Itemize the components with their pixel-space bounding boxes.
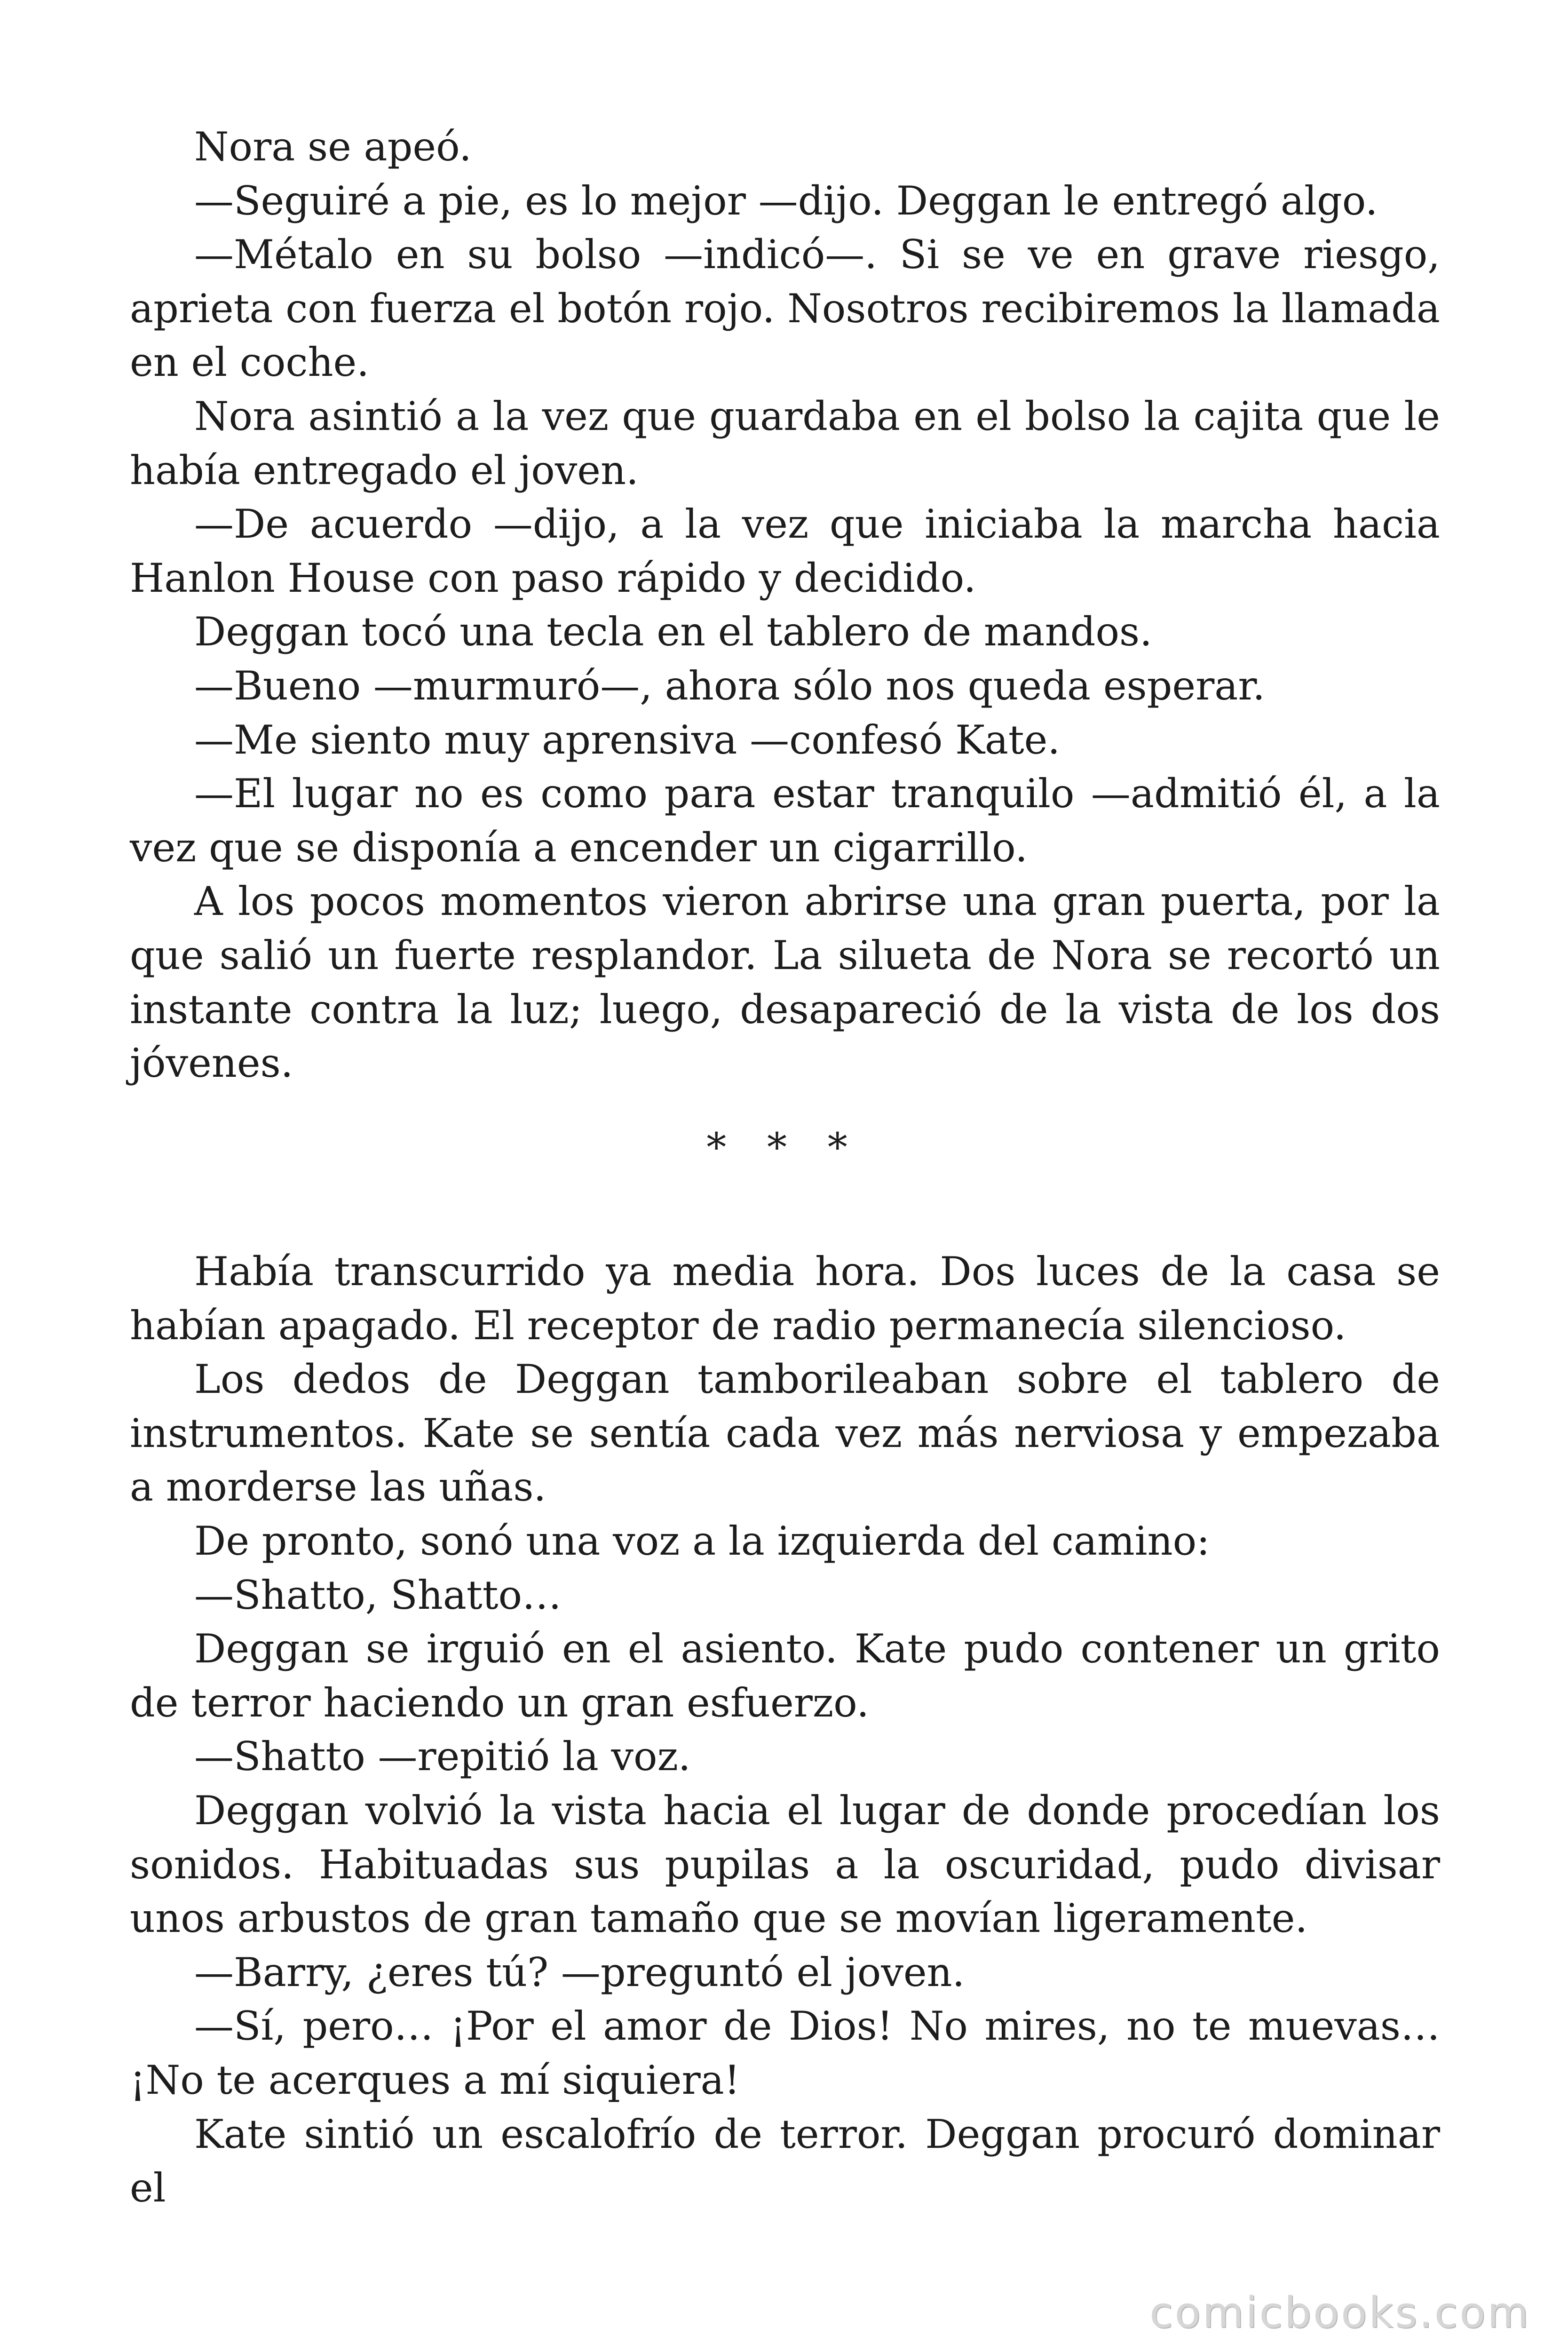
text-section-2 (130, 1245, 1440, 2215)
paragraph: Nora se apeó. (194, 124, 472, 170)
watermark: comicbooks.com (1149, 2288, 1530, 2337)
paragraph: Los dedos de Deggan tamborileaban sobre el tablero de instrumentos. Kate se sentía cada vez más nerviosa y empezaba a morderse las uñas. (130, 1356, 1440, 1510)
paragraph: —El lugar no es como para estar tranquilo —admitió él, a la vez que se disponía a encender un cigarrillo. (130, 771, 1440, 871)
paragraph: Había transcurrido ya media hora. Dos luces de la casa se habían apagado. El receptor de radio permanecía silencioso. (130, 1248, 1440, 1349)
paragraph: Deggan volvió la vista hacia el lugar de donde procedían los sonidos. Habituadas sus pupilas a la oscuridad, pudo divisar unos arbustos de gran tamaño que se movían ligeramente. (130, 1787, 1440, 1942)
paragraph: Deggan tocó una tecla en el tablero de mandos. (194, 609, 1152, 655)
paragraph: De pronto, sonó una voz a la izquierda del camino: (194, 1518, 1210, 1564)
paragraph: —Métalo en su bolso —indicó—. Si se ve en grave riesgo, aprieta con fuerza el botón rojo. Nosotros recibiremos la llamada en el coche. (130, 231, 1440, 386)
paragraph: —Bueno —murmuró—, ahora sólo nos queda esperar. (194, 662, 1265, 709)
text-section-1 (130, 120, 1440, 1090)
paragraph: —Me siento muy aprensiva —confesó Kate. (194, 716, 1061, 763)
section-separator: * * * (706, 1124, 862, 1170)
paragraph: —Shatto —repitió la voz. (194, 1733, 691, 1780)
paragraph: —Barry, ¿eres tú? —preguntó el joven. (194, 1949, 965, 1995)
paragraph: Deggan se irguió en el asiento. Kate pudo contener un grito de terror haciendo un gran esfuerzo. (130, 1626, 1440, 1726)
paragraph: Nora asintió a la vez que guardaba en el bolso la cajita que le había entregado el joven. (130, 393, 1440, 493)
paragraph: —Sí, pero… ¡Por el amor de Dios! No mires, no te muevas… ¡No te acerques a mí siquiera! (130, 2003, 1440, 2103)
paragraph: —Seguiré a pie, es lo mejor —dijo. Deggan le entregó algo. (194, 177, 1378, 224)
paragraph-continued: Kate sintió un escalofrío de terror. Deggan procuró dominar el (130, 2111, 1440, 2211)
paragraph: A los pocos momentos vieron abrirse una gran puerta, por la que salió un fuerte resplandor. La silueta de Nora se recortó un instante contra la luz; luego, desapareció de la vista de los dos jóvenes. (130, 878, 1440, 1087)
paragraph: —Shatto, Shatto… (194, 1572, 562, 1618)
paragraph: —De acuerdo —dijo, a la vez que iniciaba la marcha hacia Hanlon House con paso rápido y decidido. (130, 501, 1440, 601)
